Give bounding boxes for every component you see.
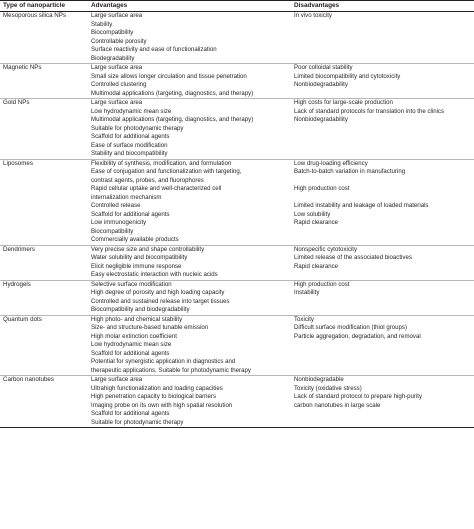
cell-advantage: Large surface area	[88, 12, 291, 21]
table-row	[0, 367, 474, 376]
cell-disadvantage	[291, 177, 474, 186]
cell-type	[0, 168, 88, 177]
cell-type	[0, 125, 88, 134]
table-row	[0, 99, 474, 108]
cell-type	[0, 211, 88, 220]
cell-disadvantage: Nonbiodegradability	[294, 81, 348, 88]
cell-disadvantage: In vivo toxicity	[291, 12, 474, 21]
cell-disadvantage: Limited release of the associated bioactives	[294, 254, 412, 261]
cell-type	[0, 73, 88, 82]
table-row	[0, 12, 474, 21]
cell-disadvantage: Nonbiodegradable	[291, 376, 474, 385]
cell-type	[0, 333, 88, 342]
cell-type	[0, 90, 88, 99]
cell-type	[0, 298, 88, 307]
cell-disadvantage	[291, 29, 474, 38]
header-advantages: Advantages	[88, 1, 291, 12]
cell-type	[0, 341, 88, 350]
cell-type	[0, 133, 88, 142]
table-row	[0, 133, 474, 142]
table-row	[0, 168, 474, 177]
cell-disadvantage	[291, 350, 474, 359]
cell-advantage: Scaffold for additional agents	[91, 133, 170, 140]
cell-type: Gold NPs	[0, 99, 88, 108]
cell-advantage: Selective surface modification	[88, 280, 291, 289]
cell-type	[0, 116, 88, 125]
cell-type: Liposomes	[0, 159, 88, 168]
cell-advantage: Biodegradability	[91, 54, 135, 62]
table-row	[0, 341, 474, 350]
cell-type	[0, 55, 88, 64]
table-row	[0, 159, 474, 168]
cell-disadvantage: Low solubility	[294, 210, 331, 218]
cell-disadvantage: Instability	[294, 289, 320, 296]
cell-type	[0, 21, 88, 30]
table-row	[0, 350, 474, 359]
cell-disadvantage: carbon nanotubes in large scale	[294, 401, 381, 409]
cell-disadvantage: Difficult surface modification (thiol groups)	[294, 324, 408, 331]
cell-advantage: Low hydrodynamic mean size	[91, 107, 172, 115]
cell-type	[0, 254, 88, 263]
table-row	[0, 108, 474, 117]
table-row	[0, 358, 474, 367]
cell-advantage: Low hydrodynamic mean size	[91, 341, 172, 348]
cell-disadvantage	[291, 21, 474, 30]
cell-disadvantage: Nonspecific cytotoxicity	[291, 245, 474, 254]
cell-disadvantage: Toxicity (oxidative stress)	[294, 384, 362, 392]
cell-disadvantage: Nonbiodegradability	[294, 116, 348, 123]
table-row	[0, 324, 474, 333]
cell-disadvantage	[291, 236, 474, 245]
table-row	[0, 46, 474, 55]
cell-advantage: Scaffold for additional agents	[91, 210, 170, 218]
cell-disadvantage	[291, 419, 474, 428]
cell-type: Dendrimers	[0, 245, 88, 254]
cell-type: Quantum dots	[0, 315, 88, 324]
table-row	[0, 211, 474, 220]
cell-type: Mesoporous silica NPs	[0, 12, 88, 21]
cell-disadvantage: Batch-to-batch variation in manufacturing	[294, 168, 406, 175]
table-row	[0, 116, 474, 125]
cell-advantage: Multimodal applications (targeting, diagnostics, and therapy)	[91, 116, 254, 123]
cell-advantage: Commercially available products	[91, 236, 179, 243]
cell-type	[0, 236, 88, 245]
cell-type	[0, 177, 88, 186]
cell-disadvantage: Rapid clearance	[294, 219, 339, 226]
cell-type	[0, 108, 88, 117]
table-row	[0, 150, 474, 159]
cell-disadvantage	[291, 46, 474, 55]
cell-type	[0, 385, 88, 394]
cell-advantage: High photo- and chemical stability	[88, 315, 291, 324]
table-header	[0, 1, 474, 12]
cell-disadvantage	[291, 271, 474, 280]
table-row	[0, 177, 474, 186]
cell-advantage: Size- and structure-based tunable emission	[91, 324, 209, 331]
cell-type	[0, 419, 88, 428]
cell-disadvantage: High production cost	[294, 185, 350, 192]
cell-type	[0, 289, 88, 298]
cell-advantage: Potential for synergistic application in diagnostics and	[91, 358, 236, 365]
cell-disadvantage	[291, 341, 474, 350]
cell-advantage: High degree of porosity and high loading capacity	[91, 289, 225, 296]
cell-advantage: Water solubility and biocompatibility	[91, 254, 188, 261]
cell-disadvantage	[291, 55, 474, 64]
cell-advantage: contrast agents, probes, and fluorophores	[91, 176, 204, 184]
cell-advantage: Rapid cellular uptake and well-characterized cell	[91, 185, 222, 192]
table-row	[0, 81, 474, 90]
cell-advantage: Biocompatibility	[91, 227, 134, 235]
cell-disadvantage: Low drug-loading efficiency	[291, 159, 474, 168]
cell-advantage: Stability and biocompatibility	[91, 150, 168, 157]
cell-type	[0, 194, 88, 203]
table-row	[0, 90, 474, 99]
cell-advantage: Large surface area	[88, 64, 291, 73]
cell-advantage: Controlled release	[91, 202, 141, 209]
cell-advantage: Easy electrostatic interaction with nucleic acids	[91, 271, 218, 278]
cell-advantage: Imaging probe on its own with high spatial resolution	[91, 401, 233, 409]
table-row	[0, 194, 474, 203]
table-row	[0, 185, 474, 194]
cell-type	[0, 29, 88, 38]
cell-disadvantage: Rapid clearance	[294, 262, 339, 270]
cell-advantage: Biocompatibility and biodegradability	[91, 306, 190, 313]
cell-advantage: Scaffold for additional agents	[91, 349, 170, 357]
cell-type	[0, 185, 88, 194]
table-row	[0, 393, 474, 402]
cell-advantage: Controllable porosity	[91, 37, 147, 45]
header-type: Type of nanoparticle	[0, 1, 88, 12]
cell-type: Magnetic NPs	[0, 64, 88, 73]
cell-disadvantage: Poor colloidal stability	[291, 64, 474, 73]
cell-advantage: Ultrahigh functionalization and loading capacities	[91, 384, 223, 392]
cell-type: Carbon nanotubes	[0, 376, 88, 385]
cell-disadvantage: High costs for large-scale production	[291, 99, 474, 108]
cell-advantage: Biocompatibility	[91, 29, 134, 36]
cell-type	[0, 228, 88, 237]
table-row	[0, 245, 474, 254]
cell-type	[0, 358, 88, 367]
cell-advantage: Scaffold for additional agents	[91, 410, 170, 417]
table-row	[0, 228, 474, 237]
table-row	[0, 315, 474, 324]
cell-advantage: Flexibility of synthesis, modification, and formulation	[88, 159, 291, 168]
cell-advantage: Large surface area	[88, 99, 291, 108]
cell-disadvantage	[291, 228, 474, 237]
cell-disadvantage	[291, 38, 474, 47]
table-row	[0, 298, 474, 307]
table-row	[0, 410, 474, 419]
cell-advantage: Small size allows longer circulation and tissue penetration	[91, 72, 247, 80]
cell-advantage: Ease of surface modification	[91, 141, 168, 149]
cell-advantage: therapeutic applications. Suitable for photodynamic therapy	[91, 366, 251, 374]
table-row	[0, 29, 474, 38]
table-row	[0, 254, 474, 263]
table-row	[0, 125, 474, 134]
cell-type	[0, 393, 88, 402]
cell-disadvantage	[291, 306, 474, 315]
cell-disadvantage: High production cost	[291, 280, 474, 289]
cell-type	[0, 410, 88, 419]
cell-type	[0, 219, 88, 228]
table-row	[0, 64, 474, 73]
cell-disadvantage: Toxicity	[291, 315, 474, 324]
cell-type	[0, 81, 88, 90]
table-row	[0, 402, 474, 411]
cell-disadvantage	[291, 298, 474, 307]
cell-advantage: Suitable for photodynamic therapy	[91, 124, 184, 132]
cell-advantage: Low immunogenicity	[91, 219, 147, 226]
cell-type	[0, 263, 88, 272]
cell-disadvantage: Lack of standard protocols for translation into the clinics	[294, 107, 445, 115]
table-row	[0, 236, 474, 245]
cell-type	[0, 38, 88, 47]
table-row	[0, 333, 474, 342]
table-row	[0, 21, 474, 30]
cell-advantage: Multimodal applications (targeting, diagnostics, and therapy)	[91, 89, 254, 97]
cell-advantage: High molar extinction coefficient	[91, 332, 177, 340]
cell-advantage: Surface reactivity and ease of functionalization	[91, 46, 217, 53]
table-row	[0, 263, 474, 272]
cell-advantage: High penetration capacity to biological barriers	[91, 393, 216, 400]
cell-type	[0, 150, 88, 159]
cell-type	[0, 324, 88, 333]
cell-type	[0, 202, 88, 211]
table-row	[0, 419, 474, 428]
cell-type	[0, 306, 88, 315]
cell-disadvantage	[291, 90, 474, 99]
cell-disadvantage	[291, 150, 474, 159]
cell-advantage: Large surface area	[88, 376, 291, 385]
cell-advantage: Elicit negligible immune response	[91, 262, 182, 270]
cell-disadvantage	[291, 358, 474, 367]
cell-type	[0, 402, 88, 411]
table-row	[0, 289, 474, 298]
cell-type	[0, 46, 88, 55]
cell-advantage: Suitable for photodynamic therapy	[88, 419, 291, 428]
cell-disadvantage	[291, 367, 474, 376]
cell-disadvantage: Particle aggregation, degradation, and removal	[294, 332, 421, 340]
cell-advantage: Controlled and sustained release into target tissues	[91, 297, 230, 305]
table-row	[0, 306, 474, 315]
cell-disadvantage	[291, 125, 474, 134]
cell-advantage: internalization mechanism	[91, 193, 162, 201]
table-row	[0, 142, 474, 151]
cell-disadvantage: Limited biocompatibility and cytotoxicity	[294, 72, 401, 80]
table-row	[0, 376, 474, 385]
table-row	[0, 219, 474, 228]
cell-disadvantage	[291, 133, 474, 142]
table-row	[0, 73, 474, 82]
cell-advantage: Very precise size and shape controllability	[88, 245, 291, 254]
cell-advantage: Controlled clustering	[91, 81, 147, 88]
header-row	[0, 1, 474, 12]
table-row	[0, 55, 474, 64]
table-row	[0, 385, 474, 394]
cell-advantage: Stability	[91, 20, 113, 28]
table-body	[0, 12, 474, 428]
table-row	[0, 280, 474, 289]
cell-type	[0, 367, 88, 376]
cell-type	[0, 350, 88, 359]
cell-type	[0, 142, 88, 151]
header-disadvantages: Disadvantages	[291, 1, 474, 12]
cell-disadvantage: Limited instability and leakage of loaded materials	[294, 202, 429, 209]
cell-disadvantage: Lack of standard protocol to prepare high-purity	[294, 393, 423, 400]
table-row	[0, 271, 474, 280]
cell-disadvantage	[291, 194, 474, 203]
cell-disadvantage	[291, 142, 474, 151]
cell-type	[0, 271, 88, 280]
table-row	[0, 38, 474, 47]
table-row	[0, 202, 474, 211]
cell-advantage: Ease of conjugation and functionalization with targeting,	[91, 168, 242, 175]
cell-type: Hydrogels	[0, 280, 88, 289]
cell-disadvantage	[291, 410, 474, 419]
